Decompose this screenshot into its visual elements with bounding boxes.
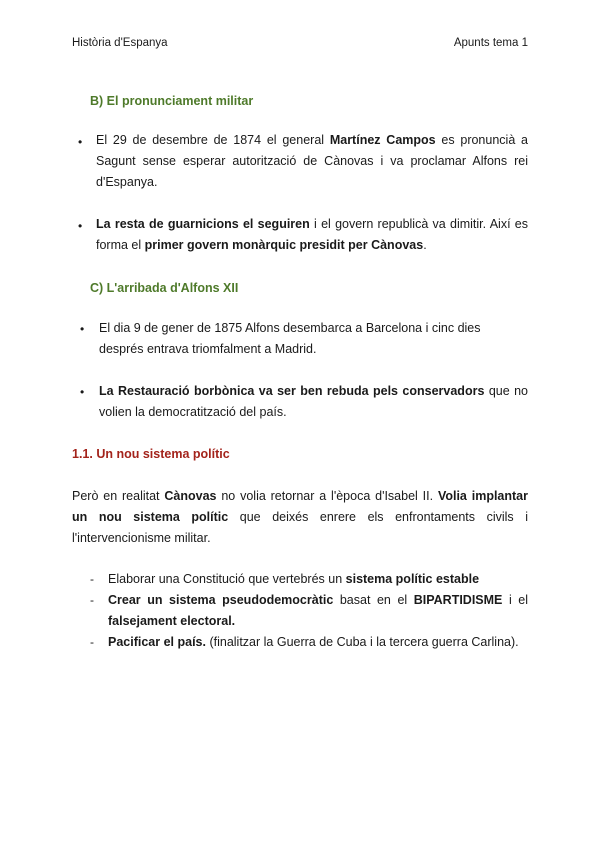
section-b-heading: B) El pronunciament militar [90,94,254,108]
list-item: Elaborar una Constitució que vertebrés un sistema polític estable [108,572,480,586]
section-c-bullet-1: El dia 9 de gener de 1875 Alfons desembarca a Barcelona i cinc dies després entrava triomfalment a Madrid. [99,321,481,356]
dash-icon: - [90,572,94,586]
section-c-bullet-2: La Restauració borbònica va ser ben rebuda pels conservadors que no volien la democratització del país. [99,384,528,419]
header-subject: Història d'Espanya [72,37,168,49]
list-item: Pacificar el país. (finalitzar la Guerra de Cuba i la tercera guerra Carlina). [108,635,519,649]
section-1-1-paragraph: Però en realitat Cànovas no volia retornar a l'època d'Isabel II. Volia implantar un nou sistema polític que deixés enrere els enfrontaments civils i l'intervencionisme militar. [72,489,528,545]
section-1-1-heading: 1.1. Un nou sistema polític [72,447,230,461]
section-c-heading: C) L'arribada d'Alfons XII [90,281,239,295]
section-b-bullet-2: La resta de guarnicions el seguiren i el govern republicà va dimitir. Així es forma el primer govern monàrquic presidit per Cànovas. [96,217,529,252]
bullet-icon: • [78,135,83,149]
bullet-icon: • [78,219,83,233]
dash-icon: - [90,635,94,649]
section-b-bullet-1: El 29 de desembre de 1874 el general Martínez Campos es pronuncià a Sagunt sense esperar autorització de Cànovas i va proclamar Alfons rei d'Espanya. [96,133,528,189]
bullet-icon: • [80,385,85,399]
list-item: Crear un sistema pseudodemocràtic basat en el BIPARTIDISME i el falsejament electoral. [108,593,529,628]
bullet-icon: • [80,322,85,336]
dash-icon: - [90,593,94,607]
header-notes-title: Apunts tema 1 [453,37,528,49]
